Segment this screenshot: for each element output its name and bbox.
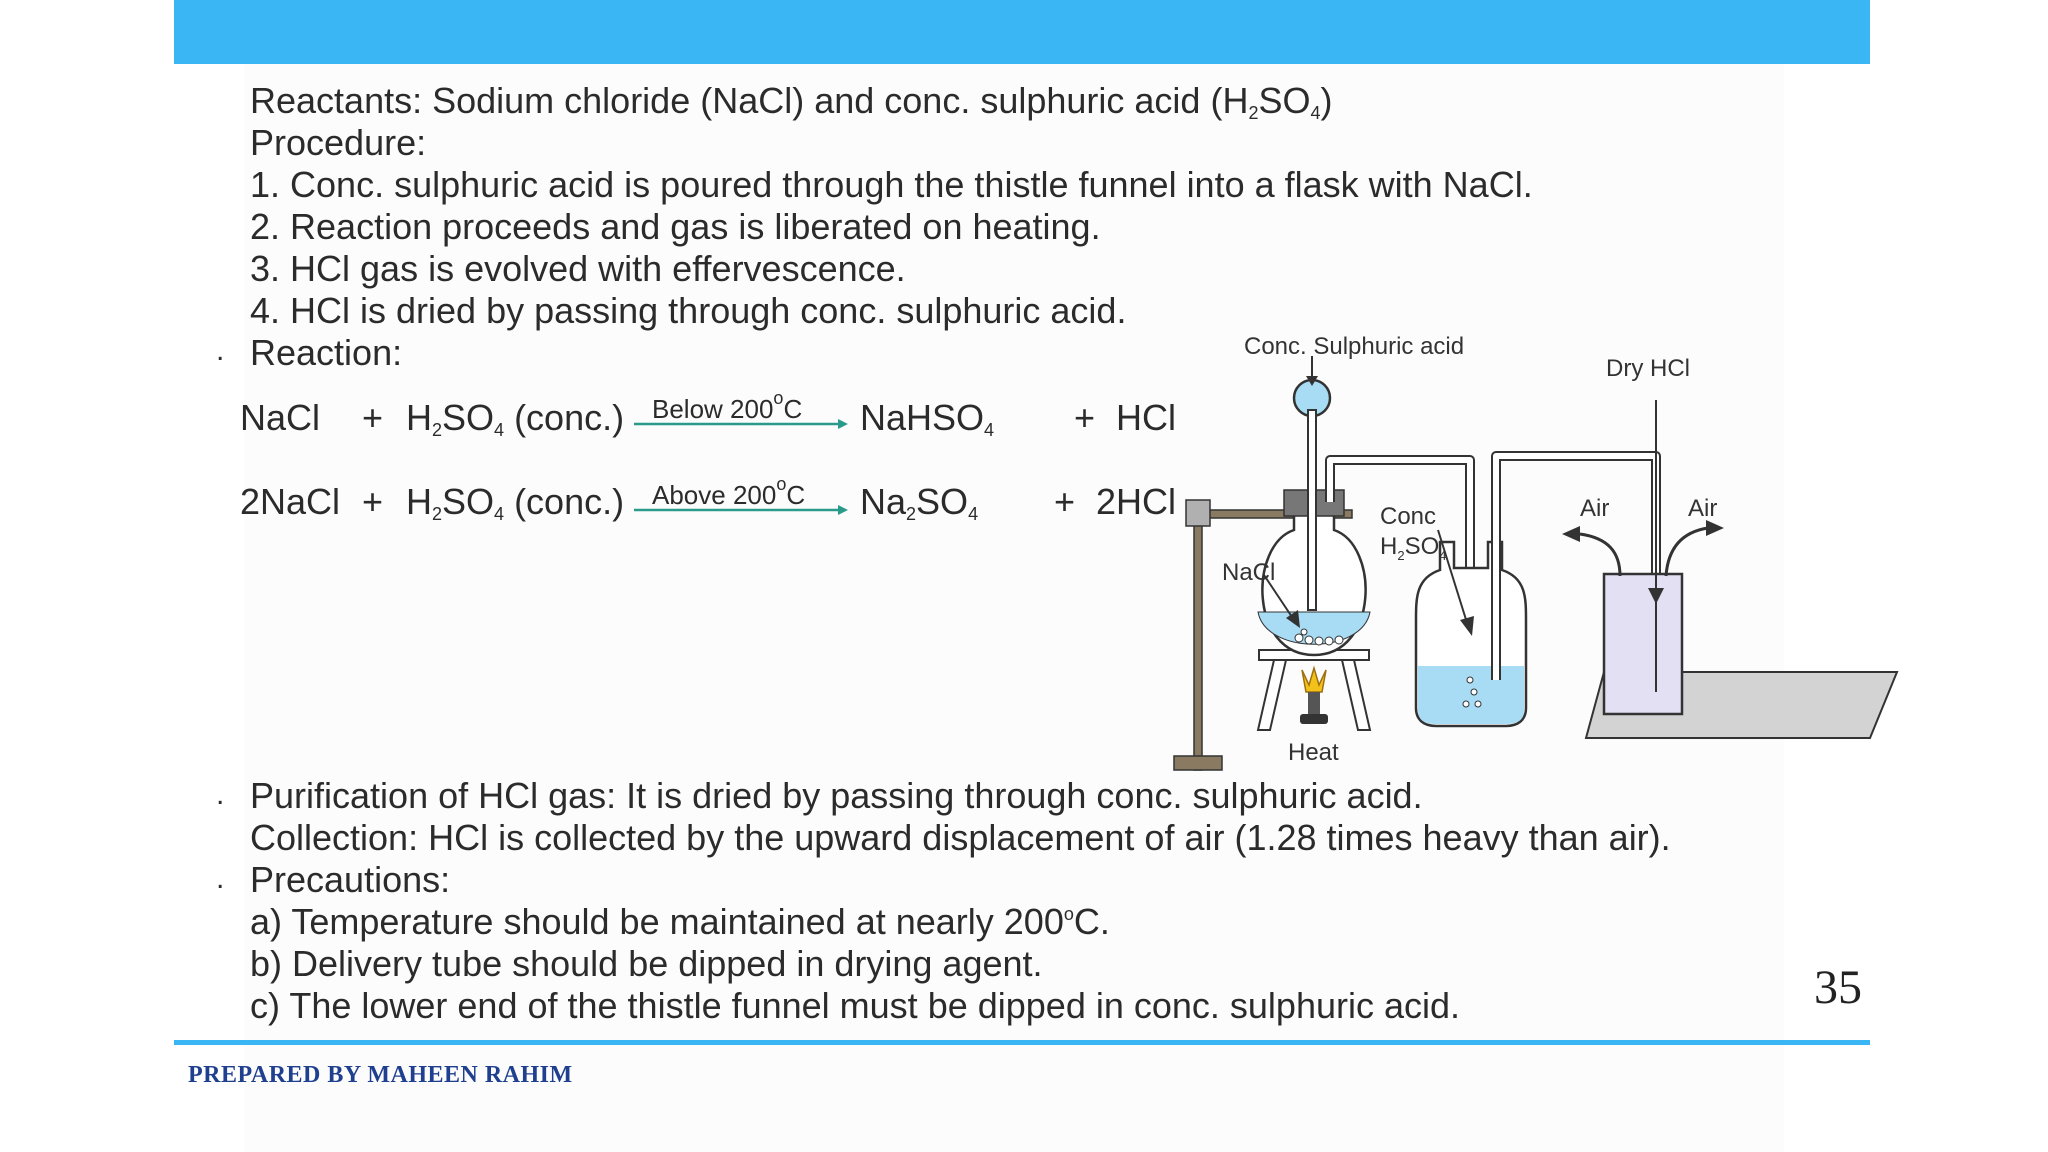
precaution-b: b) Delivery tube should be dipped in drying agent. — [250, 943, 1043, 984]
gas-jar — [1604, 574, 1682, 714]
eq2-reactant-1: 2NaCl — [240, 481, 341, 522]
thistle-funnel-stem — [1308, 410, 1316, 610]
burner-tube — [1308, 692, 1320, 714]
bullet-mark: . — [216, 334, 225, 367]
air-arrow-left — [1580, 534, 1620, 576]
bullet-mark: . — [216, 778, 225, 811]
procedure-heading: Procedure: — [250, 122, 427, 163]
eq2-condition: Above 200$^o$C — [652, 474, 806, 510]
footer-divider — [174, 1040, 1870, 1045]
label-heat: Heat — [1288, 739, 1339, 766]
eq2-reactant-2: $H_2SO_4$ (conc.) — [406, 481, 625, 524]
tripod-leg-left — [1258, 660, 1286, 730]
reaction-heading: Reaction: — [250, 332, 403, 373]
tripod-leg-right — [1342, 660, 1370, 730]
label-air-left: Air — [1580, 495, 1610, 522]
eq2-product-2: 2HCl — [1096, 481, 1177, 522]
procedure-step-4: 4. HCl is dried by passing through conc. sulphuric acid. — [250, 290, 1127, 331]
label-conc: Conc — [1380, 503, 1437, 530]
purification-line: Purification of HCl gas: It is dried by passing through conc. sulphuric acid. — [250, 775, 1423, 816]
reactants-line: Reactants: Sodium chloride (NaCl) and conc. sulphuric acid $(H_2SO_4)$ — [250, 80, 1333, 123]
collection-line: Collection: HCl is collected by the upward displacement of air (1.28 times heavy than air). — [250, 817, 1671, 858]
label-h2so4: $H_2SO_4$ — [1380, 533, 1447, 563]
eq1-product-1: NaHSO$_4$ — [860, 397, 995, 440]
reaction-arrows — [632, 400, 852, 540]
header-bar — [174, 0, 1870, 64]
precaution-c: c) The lower end of the thistle funnel must be dipped in conc. sulphuric acid. — [250, 985, 1461, 1026]
eq1-reactant-2: $H_2SO_4$ (conc.) — [406, 397, 625, 440]
eq1-reactant-1: NaCl — [240, 397, 321, 438]
procedure-step-1: 1. Conc. sulphuric acid is poured through the thistle funnel into a flask with NaCl. — [250, 164, 1533, 205]
eq1-condition: Below 200$^o$C — [652, 388, 803, 424]
wash-bottle-liquid — [1418, 666, 1524, 724]
eq2-plus-2: + — [1054, 481, 1076, 522]
eq2-product-1: $Na_2SO_4$ — [860, 481, 979, 524]
procedure-step-2: 2. Reaction proceeds and gas is liberated on heating. — [250, 206, 1101, 247]
label-conc-sulphuric-acid: Conc. Sulphuric acid — [1244, 333, 1465, 360]
precautions-heading: Precautions: — [250, 859, 451, 900]
procedure-step-3: 3. HCl gas is evolved with effervescence. — [250, 248, 906, 289]
page-number: 35 — [1814, 961, 1862, 1014]
eq1-product-2: HCl — [1116, 397, 1176, 438]
footer-credit: PREPARED BY MAHEEN RAHIM — [188, 1062, 573, 1088]
eq2-plus-1: + — [362, 481, 384, 522]
clamp-boss — [1186, 500, 1210, 526]
burner-base — [1300, 714, 1328, 724]
hcl-apparatus-diagram — [1134, 320, 1934, 780]
eq2-arrow-head — [838, 505, 848, 515]
label-dry-hcl: Dry HCl — [1606, 355, 1690, 382]
air-arrow-right — [1666, 528, 1708, 576]
eq1-plus-1: + — [362, 397, 384, 438]
stand-rod — [1194, 510, 1202, 770]
stand-base — [1174, 756, 1222, 770]
bullet-mark: . — [216, 862, 225, 895]
precaution-a: a) Temperature should be maintained at nearly 200$^o$C. — [250, 901, 1110, 942]
flame — [1302, 668, 1326, 692]
eq1-arrow-head — [838, 419, 848, 429]
label-nacl: NaCl — [1222, 559, 1276, 586]
slide — [174, 0, 1870, 1152]
label-air-right: Air — [1688, 495, 1718, 522]
flask-liquid — [1258, 612, 1370, 644]
eq1-plus-2: + — [1074, 397, 1096, 438]
